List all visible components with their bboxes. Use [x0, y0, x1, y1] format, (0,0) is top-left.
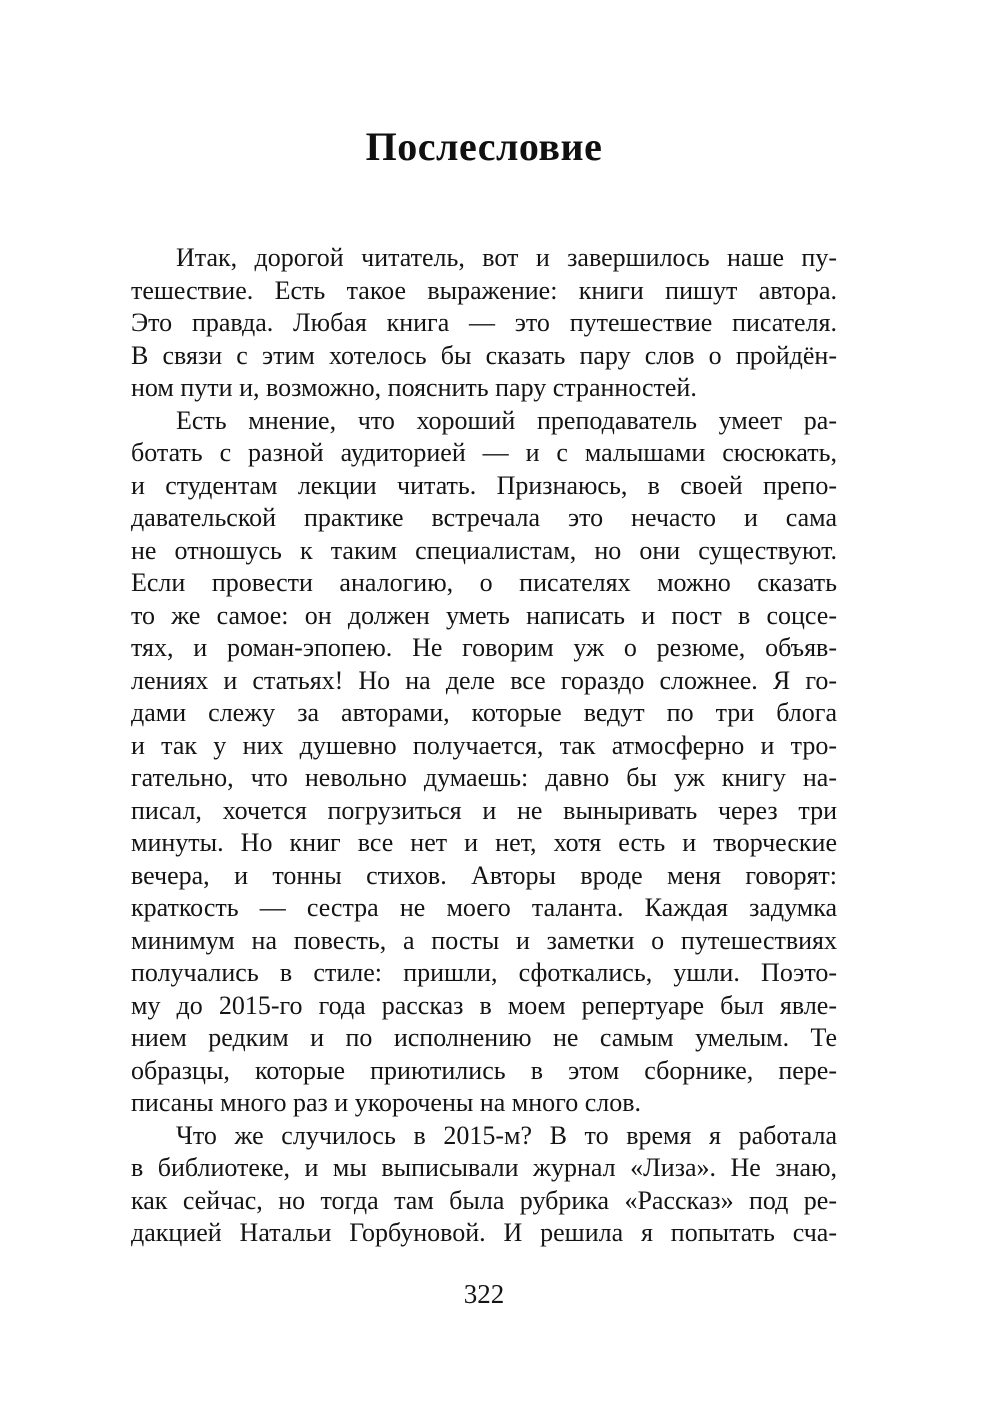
text-line: В связи с этим хотелось бы сказать пару слов о пройдён-: [131, 340, 837, 370]
text-line: и так у них душевно получается, так атмосферно и тро-: [131, 730, 837, 760]
text-line: вечера, и тонны стихов. Авторы вроде меня говорят:: [131, 860, 837, 890]
text-line: Это правда. Любая книга — это путешествие писателя.: [131, 308, 837, 337]
text-line: му до 2015-го года рассказ в моем репертуаре был явле-: [131, 990, 837, 1020]
text-line: и студентам лекции читать. Признаюсь, в своей препо-: [131, 470, 837, 500]
text-line: получались в стиле: пришли, сфоткались, ушли. Поэто-: [131, 958, 837, 987]
text-line: тешествие. Есть такое выражение: книги пишут автора.: [131, 275, 837, 305]
text-line: дами слежу за авторами, которые ведут по три блога: [131, 698, 837, 727]
text-line: ном пути и, возможно, пояснить пару странностей.: [131, 373, 697, 402]
text-line: образцы, которые приютились в этом сборнике, пере-: [131, 1055, 837, 1085]
paragraph: [131, 405, 837, 1120]
paragraph: [131, 242, 837, 405]
text-line: тях, и роман-эпопею. Не говорим уж о резюме, объяв-: [131, 633, 837, 662]
chapter-title: Послесловие: [365, 124, 603, 169]
body-text: [131, 242, 837, 1250]
page-number: 322: [463, 1279, 505, 1309]
text-line: в библиотеке, и мы выписывали журнал «Лиза». Не знаю,: [131, 1153, 837, 1182]
text-line: минимум на повесть, а посты и заметки о путешествиях: [131, 925, 837, 955]
text-line: минуты. Но книг все нет и нет, хотя есть и творческие: [131, 828, 837, 857]
text-line: как сейчас, но тогда там была рубрика «Рассказ» под ре-: [131, 1185, 837, 1215]
text-line: Если провести аналогию, о писателях можно сказать: [131, 568, 837, 597]
text-line: краткость — сестра не моего таланта. Каждая задумка: [131, 893, 837, 922]
text-line: Есть мнение, что хороший преподаватель умеет ра-: [176, 405, 837, 435]
text-line: писаны много раз и укорочены на много слов.: [131, 1088, 641, 1117]
text-line: дакцией Натальи Горбуновой. И решила я попытать сча-: [131, 1218, 837, 1247]
text-line: писал, хочется погрузиться и не выныривать через три: [131, 795, 837, 825]
paragraph: [131, 1120, 837, 1250]
text-line: гательно, что невольно думаешь: давно бы уж книгу на-: [131, 763, 837, 792]
text-line: не отношусь к таким специалистам, но они существуют.: [131, 535, 837, 565]
text-line: лениях и статьях! Но на деле все гораздо сложнее. Я го-: [131, 665, 837, 695]
text-line: то же самое: он должен уметь написать и пост в соцсе-: [131, 600, 837, 630]
text-column: [131, 0, 837, 1250]
text-line: нием редким и по исполнению не самым умелым. Те: [131, 1023, 837, 1052]
text-line: ботать с разной аудиторией — и с малышами сюсюкать,: [131, 438, 837, 467]
text-line: давательской практике встречала это нечасто и сама: [131, 503, 837, 532]
text-line: Что же случилось в 2015-м? В то время я работала: [176, 1120, 837, 1150]
text-line: Итак, дорогой читатель, вот и завершилось наше пу-: [176, 243, 837, 272]
